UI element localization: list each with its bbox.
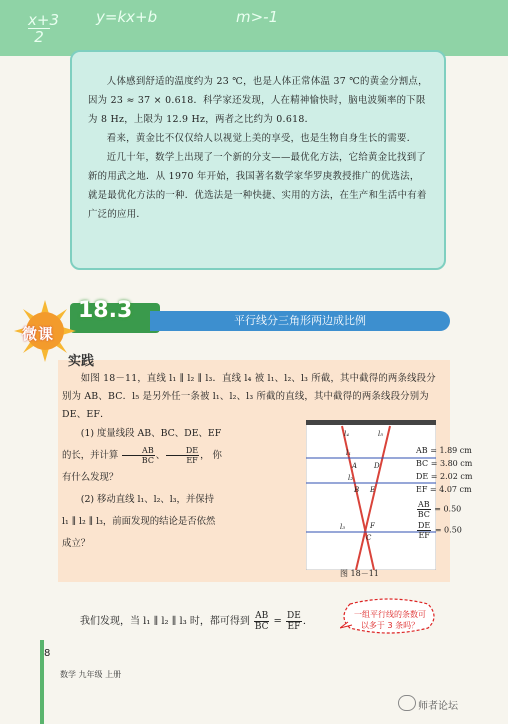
question-1-ask: 你有什么发现？ [62, 450, 222, 483]
ratio-de-ef: $\frac{DE}{EF}$ = 0.50 [418, 521, 462, 540]
watermark-icon [398, 695, 416, 711]
practice-questions [62, 423, 222, 555]
watermark: 师者论坛 [418, 701, 458, 712]
section-number: 18.3 [78, 298, 133, 323]
page-number: 8 [44, 648, 51, 659]
handwriting-fraction: $\frac{x+3}{2}$ [28, 11, 59, 46]
label-l2: l₂ [348, 474, 354, 482]
measurement-ab: AB = 1.89 cm [416, 446, 472, 455]
label-l3: l₃ [340, 523, 346, 531]
point-f: F [370, 522, 375, 530]
handwriting-inequality: m>-1 [236, 8, 279, 26]
label-l5: l₅ [378, 430, 384, 438]
fraction-de-ef: $\frac{DE}{EF}$ [166, 446, 199, 465]
point-c: C [366, 534, 372, 542]
fraction-ab-bc: $\frac{AB}{BC}$ [122, 446, 154, 465]
point-b: B [354, 486, 360, 494]
question-1: (1) 度量线段 AB、BC、DE、EF 的长，并计算 $\frac{AB}{BC}$ 、 $\frac{DE}{EF}$ ， 你有什么发现？ [62, 428, 222, 483]
label-l4: l₄ [344, 430, 350, 438]
measurement-de: DE = 2.02 cm [416, 472, 473, 481]
label-l1: l₁ [346, 449, 352, 457]
info-paragraph: 近几十年，数学上出现了一个新的分支——最优化方法，它给黄金比找到了新的用武之地．从 1970 年开始，我国著名数学家华罗庚教授推广的优选法，就是最优化方法的一种．优选法是一种快捷、实用的方法，在生产和生活中有着广泛的应用． [88, 152, 427, 220]
measurement-bc: BC = 3.80 cm [416, 459, 473, 468]
point-a: A [352, 462, 358, 470]
question-2: (2) 移动直线 l₁、l₂、l₃，并保持 l₁ ∥ l₂ ∥ l₃，前面发现的结论是否依然成立？ [62, 494, 216, 549]
point-e: E [370, 486, 376, 494]
measurement-panel [416, 444, 472, 540]
practice-label: 实践 [68, 354, 95, 369]
practice-intro [62, 370, 442, 424]
book-title: 数学 九年级 上册 [60, 670, 122, 679]
handwriting-equation: y=kx+b [96, 8, 158, 26]
section-title: 平行线分三角形两边成比例 [150, 311, 450, 331]
question-1-text: (1) 度量线段 AB、BC、DE、EF 的长，并计算 [62, 428, 222, 461]
practice-intro-text: 如图 18－11，直线 l₁ ∥ l₂ ∥ l₃．直线 l₄ 被 l₁、l₂、l₃ 所截，其中截得的两条线段分别为 AB、BC．l₅ 是另外任一条被 l₁、l₂、l₃ 所截的直线，其中截得的两条线段分别为 DE、EF． [62, 373, 436, 420]
point-d: D [374, 462, 380, 470]
conclusion-text: 我们发现，当 l₁ ∥ l₂ ∥ l₃ 时，都可得到 $\frac{AB}{BC}$ = $\frac{DE}{EF}$ ． [80, 611, 313, 632]
golden-ratio-info-box [70, 50, 446, 270]
bubble-question: 一组平行线的条数可以多于 3 条吗？ [354, 610, 426, 630]
ratio-ab-bc: $\frac{AB}{BC}$ = 0.50 [417, 500, 462, 519]
info-paragraph: 看来，黄金比不仅仅给人以视觉上美的享受，也是生物自身生长的需要． [106, 133, 417, 144]
figure-caption: 图 18－11 [340, 569, 379, 578]
info-paragraph: 人体感到舒适的温度约为 23 ℃，也是人体正常体温 37 ℃的黄金分割点，因为 23 ≈ 37 × 0.618．科学家还发现，人在精神愉快时，脑电波频率的下限为 8 Hz，上限为 12.9 Hz，两者之比约为 0.618． [88, 76, 428, 125]
measurement-ef: EF = 4.07 cm [416, 485, 472, 494]
micro-lesson-badge[interactable]: 微课 [22, 325, 55, 343]
